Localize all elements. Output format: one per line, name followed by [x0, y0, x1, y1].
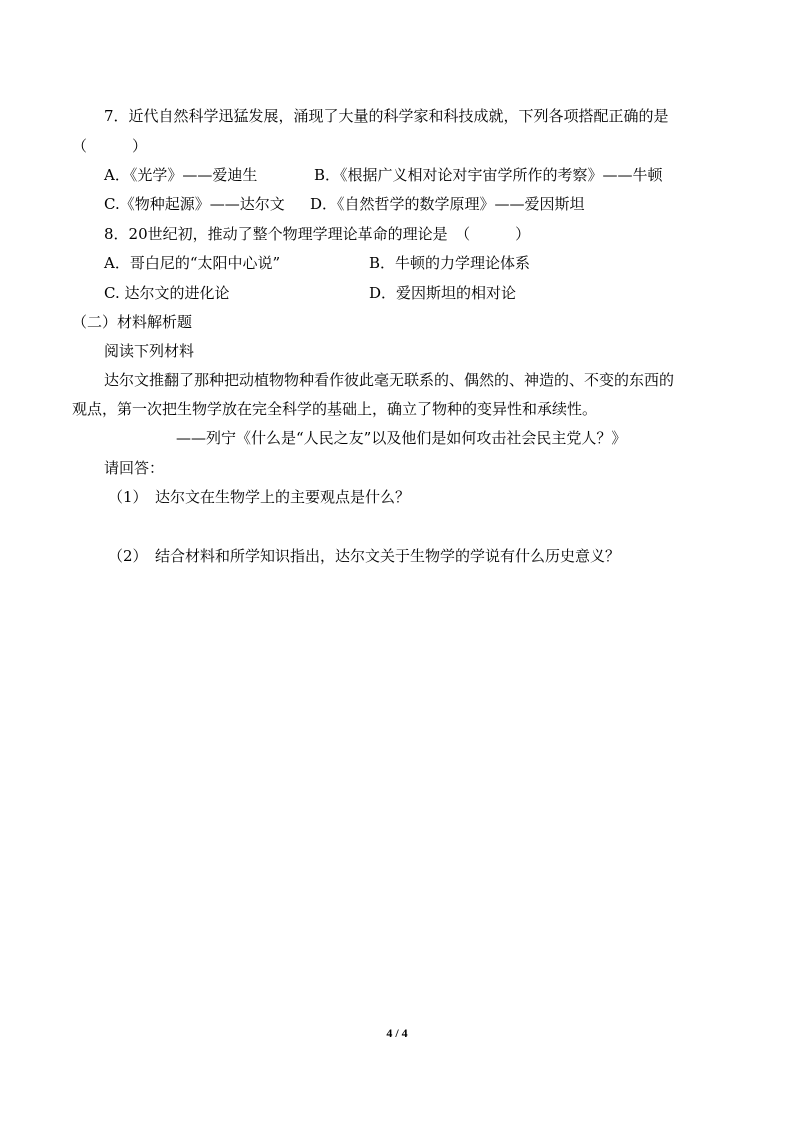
section-heading: （二）材料解析题: [72, 313, 193, 331]
q8-option-c: C. 达尔文的进化论: [104, 284, 230, 302]
sub-question-2: （2） 结合材料和所学知识指出，达尔文关于生物学的学说有什么历史意义？: [108, 547, 621, 565]
q7-option-b: B．《根据广义相对论对宇宙学所作的考察》——牛顿: [314, 166, 663, 184]
sub-question-1: （1） 达尔文在生物学上的主要观点是什么？: [108, 488, 411, 506]
q7-answer-paren: （ ）: [72, 137, 148, 155]
q7-option-d: D．《自然哲学的数学原理》——爱因斯坦: [310, 195, 585, 213]
reading-instruction: 阅读下列材料: [104, 342, 195, 360]
q8-option-d: D．爱因斯坦的相对论: [369, 284, 517, 302]
material-text-line-2: 观点，第一次把生物学放在完全科学的基础上，确立了物种的变异性和承续性。: [72, 400, 598, 418]
q8-option-a: A．哥白尼的“太阳中心说”: [104, 254, 281, 272]
q7-option-c: C.《物种起源》——达尔文: [104, 195, 285, 213]
answer-prompt: 请回答：: [104, 459, 165, 477]
q8-option-b: B．牛顿的力学理论体系: [369, 254, 531, 272]
material-source: ——列宁《什么是“人民之友”以及他们是如何攻击社会民主党人？》: [176, 429, 627, 447]
q7-option-a: A．《光学》——爱迪生: [104, 166, 258, 184]
q7-stem: 7．近代自然科学迅猛发展，涌现了大量的科学家和科技成就，下列各项搭配正确的是: [104, 107, 669, 125]
q8-stem: 8．20世纪初，推动了整个物理学理论革命的理论是 （ ）: [104, 225, 531, 243]
material-text-line-1: 达尔文推翻了那种把动植物物种看作彼此毫无联系的、偶然的、神造的、不变的东西的: [104, 371, 675, 389]
page-number: 4 / 4: [386, 1026, 408, 1040]
